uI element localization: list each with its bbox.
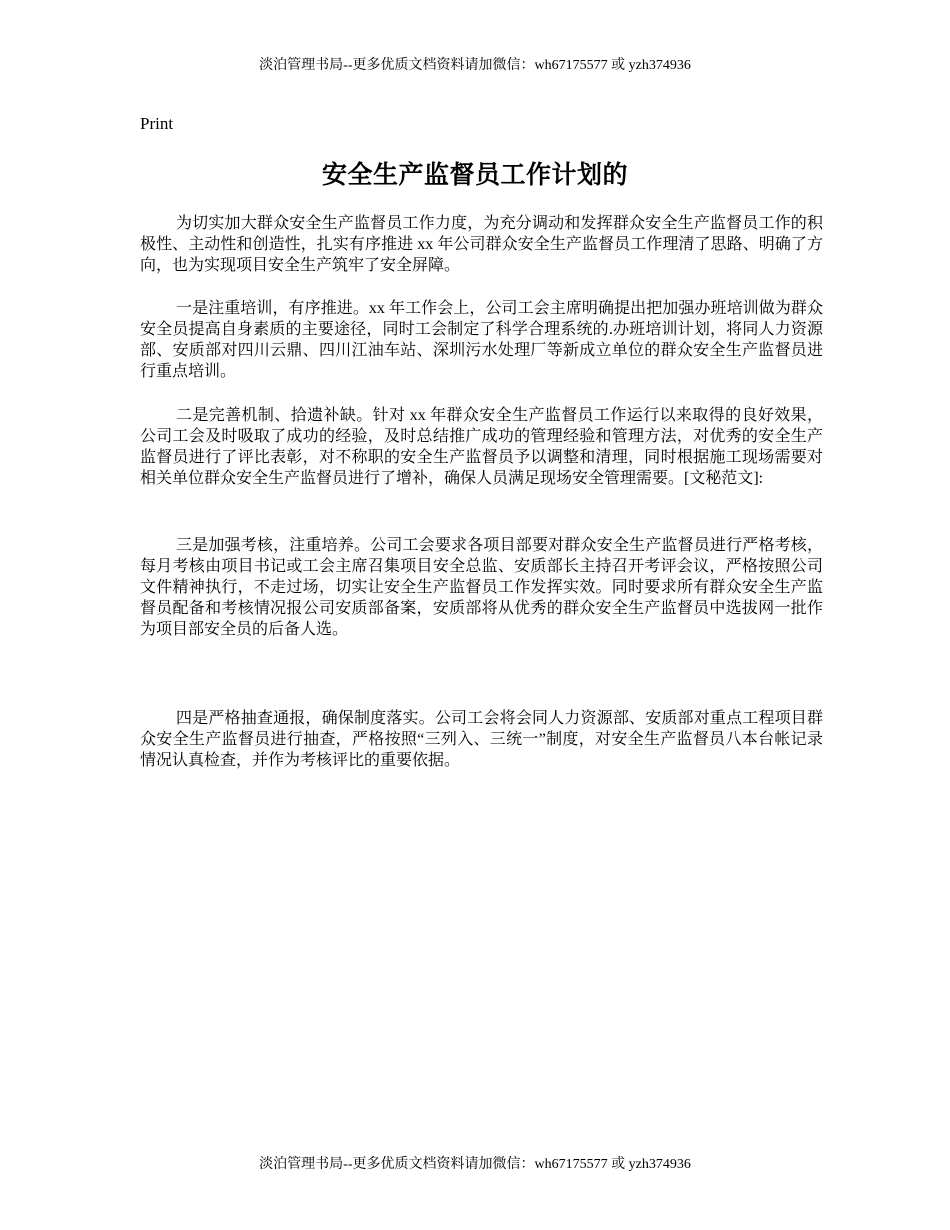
body-paragraph: 一是注重培训，有序推进。xx 年工作会上，公司工会主席明确提出把加强办班培训做为群众安全员提高自身素质的主要途径，同时工会制定了科学合理系统的.办班培训计划，将同人力资源部、安质部对四川云鼎、四川江油车站、深圳污水处理厂等新成立单位的群众安全生产监督员进行重点培训。: [140, 300, 823, 380]
page-footer: 淡泊管理书局--更多优质文档资料请加微信：wh67175577 或 yzh374936: [259, 1157, 691, 1172]
page-header: 淡泊管理书局--更多优质文档资料请加微信：wh67175577 或 yzh374936: [259, 58, 691, 73]
print-label: Print: [140, 114, 174, 133]
body-paragraph: 三是加强考核，注重培养。公司工会要求各项目部要对群众安全生产监督员进行严格考核，每月考核由项目书记或工会主席召集项目安全总监、安质部长主持召开考评会议，严格按照公司文件精神执行，不走过场，切实让安全生产监督员工作发挥实效。同时要求所有群众安全生产监督员配备和考核情况报公司安质部备案，安质部将从优秀的群众安全生产监督员中选拔网一批作为项目部安全员的后备人选。: [140, 537, 823, 638]
document-title: 安全生产监督员工作计划的: [321, 160, 628, 189]
body-paragraph: 四是严格抽查通报，确保制度落实。公司工会将会同人力资源部、安质部对重点工程项目群众安全生产监督员进行抽查，严格按照“三列入、三统一”制度，对安全生产监督员八本台帐记录情况认真检查，并作为考核评比的重要依据。: [140, 710, 823, 769]
body-paragraph: 二是完善机制、拾遗补缺。针对 xx 年群众安全生产监督员工作运行以来取得的良好效果，公司工会及时吸取了成功的经验，及时总结推广成功的管理经验和管理方法，对优秀的安全生产监督员进行了评比表彰，对不称职的安全生产监督员予以调整和清理，同时根据施工现场需要对相关单位群众安全生产监督员进行了增补，确保人员满足现场安全管理需要。[文秘范文]:: [140, 407, 823, 487]
body-paragraph: 为切实加大群众安全生产监督员工作力度，为充分调动和发挥群众安全生产监督员工作的积极性、主动性和创造性，扎实有序推进 xx 年公司群众安全生产监督员工作理清了思路、明确了方向，也为实现项目安全生产筑牢了安全屏障。: [140, 215, 823, 274]
